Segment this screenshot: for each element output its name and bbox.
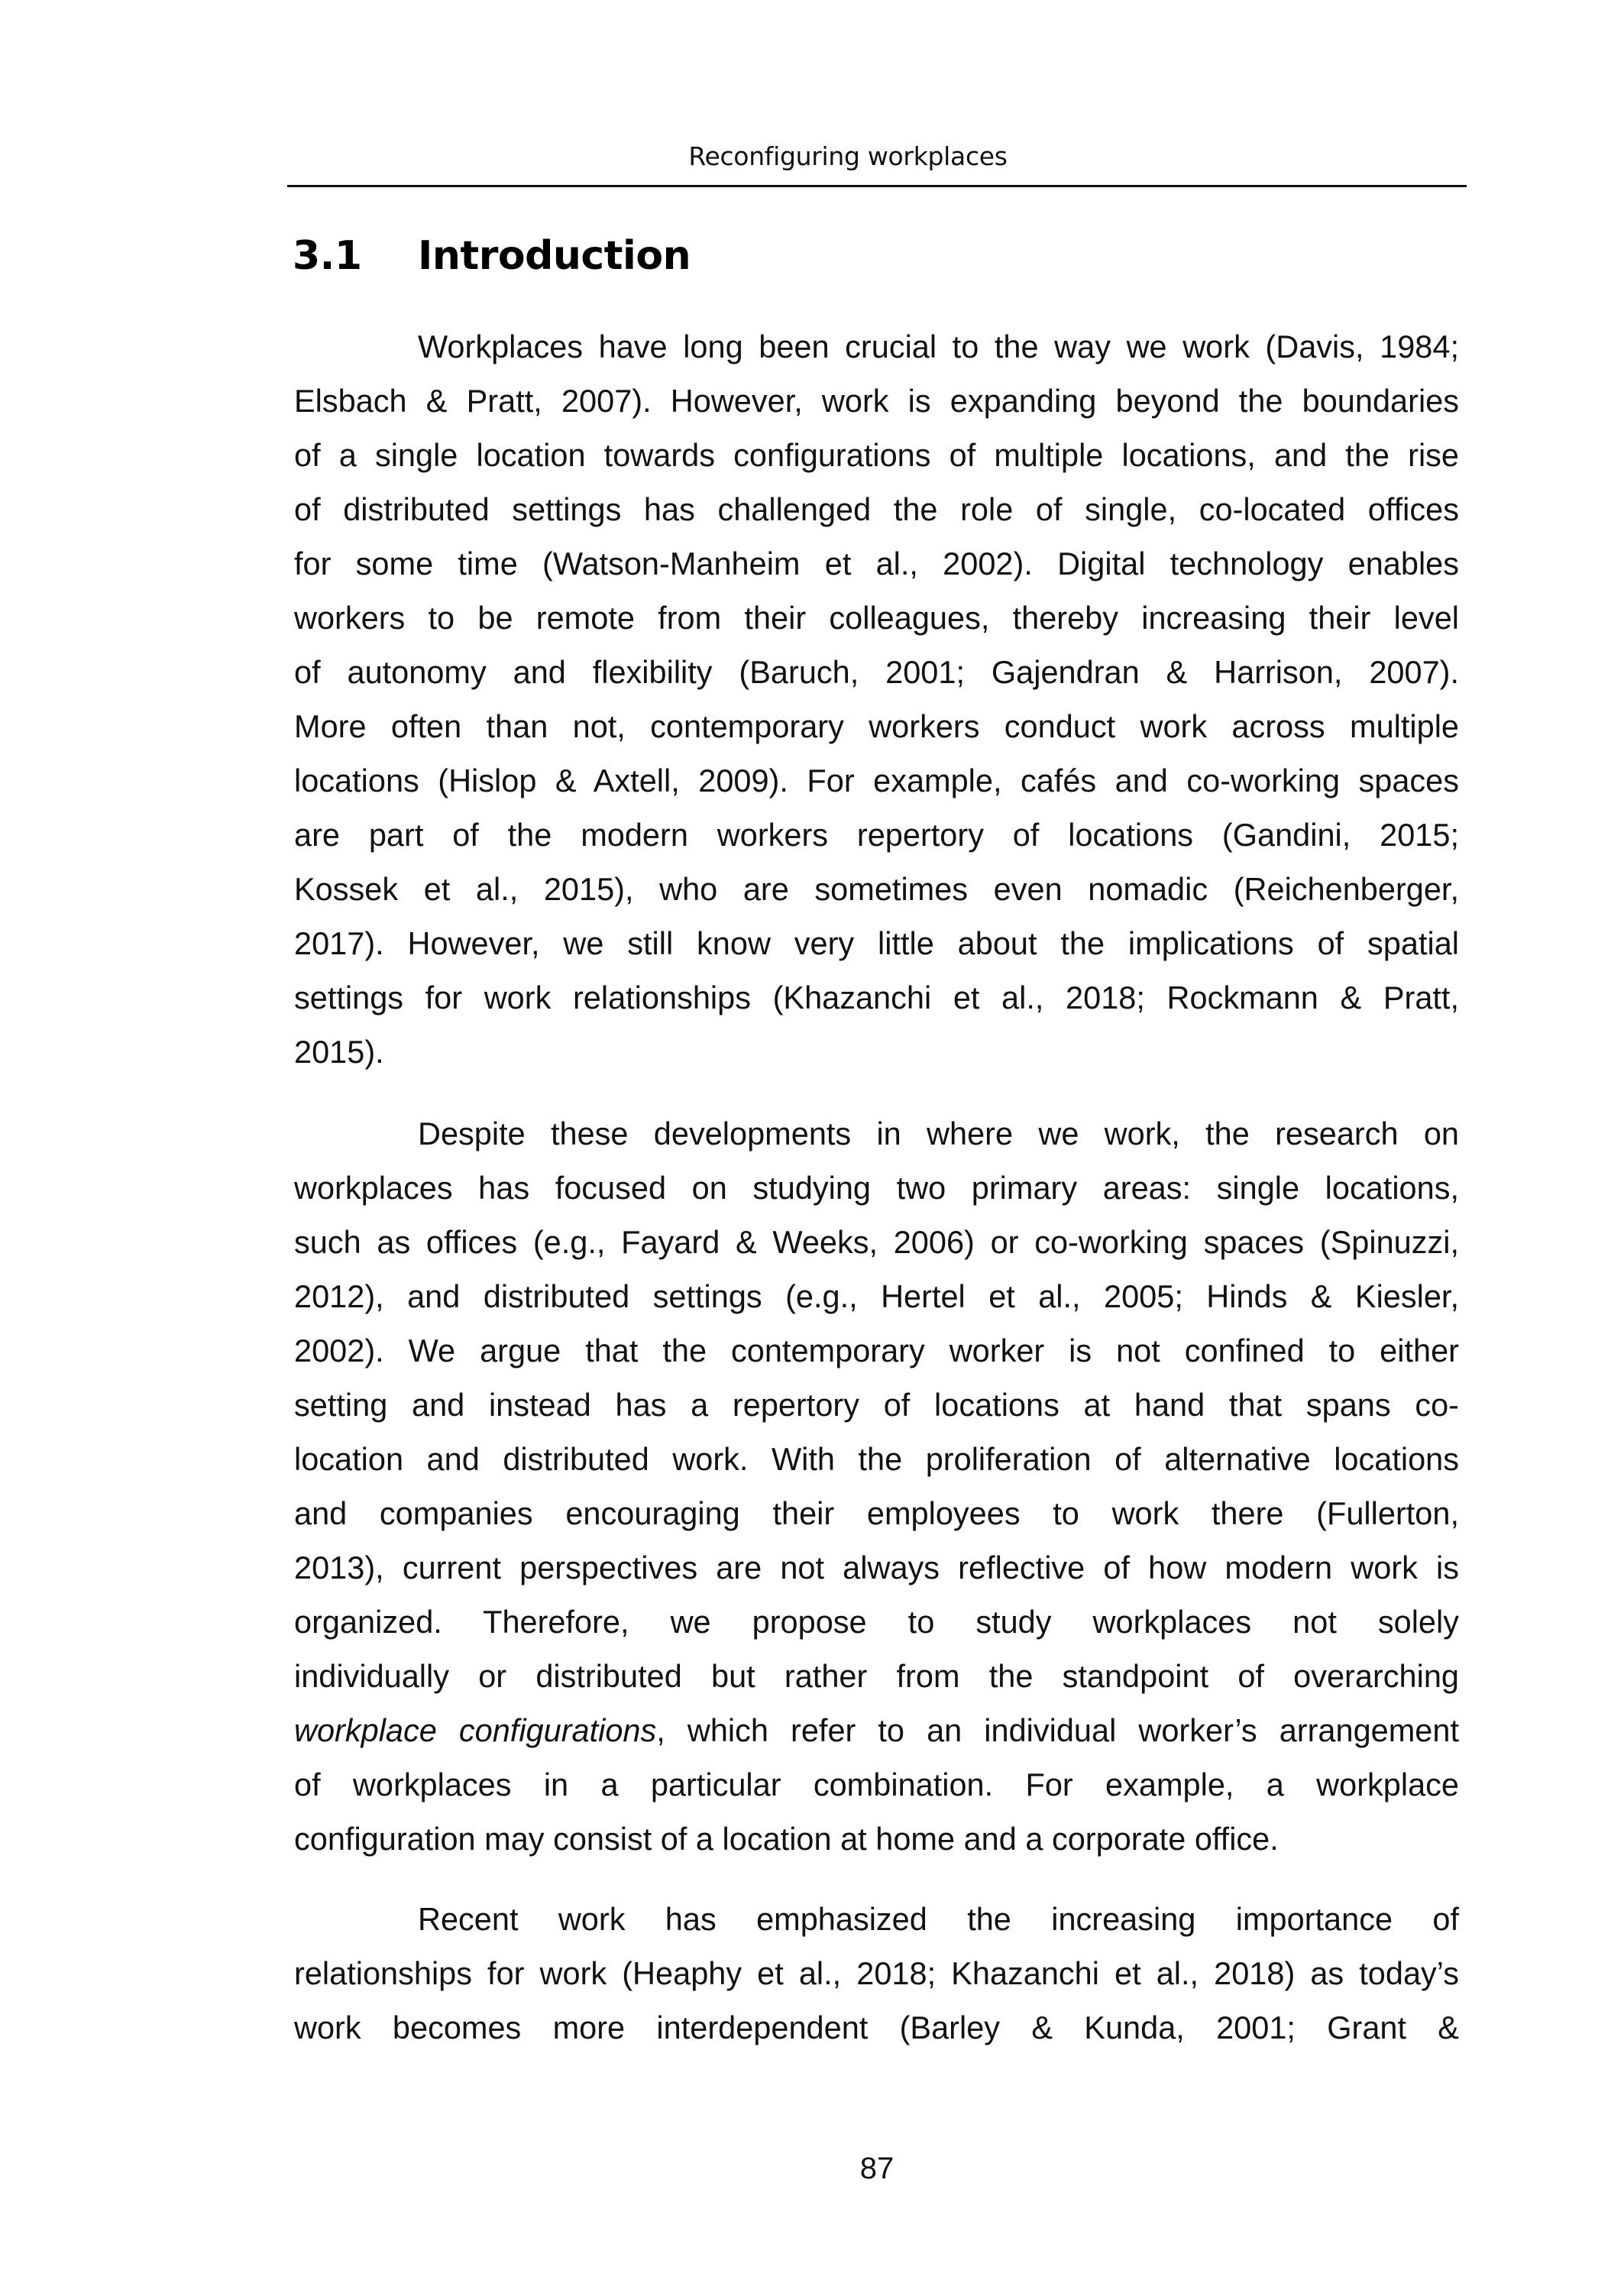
text-line: Elsbach & Pratt, 2007). However, work is expanding beyond the boundaries xyxy=(294,383,1459,419)
text-line: workplaces has focused on studying two primary areas: single locations, xyxy=(294,1170,1459,1206)
text-line: Recent work has emphasized the increasing importance of xyxy=(418,1901,1459,1937)
running-head: Reconfiguring workplaces xyxy=(688,141,1008,171)
text-line: 2013), current perspectives are not always reflective of how modern work is xyxy=(294,1550,1459,1585)
text-line: Kossek et al., 2015), who are sometimes even nomadic (Reichenberger, xyxy=(294,871,1459,907)
text-line: of workplaces in a particular combination. For example, a workplace xyxy=(294,1767,1459,1802)
paragraph-3 xyxy=(294,1892,1459,2055)
text-line: such as offices (e.g., Fayard & Weeks, 2006) or co-working spaces (Spinuzzi, xyxy=(294,1224,1459,1260)
text-line: setting and instead has a repertory of locations at hand that spans co- xyxy=(294,1387,1459,1423)
paragraph-1 xyxy=(294,319,1459,1079)
text-line: 2017). However, we still know very little about the implications of spatial xyxy=(294,925,1459,961)
paragraph-2 xyxy=(294,1106,1459,1866)
text-line: location and distributed work. With the proliferation of alternative locations xyxy=(294,1441,1459,1477)
section-heading xyxy=(293,229,691,283)
text-line: of distributed settings has challenged the role of single, co-located offices xyxy=(294,491,1459,527)
page-number: 87 xyxy=(859,2152,894,2185)
text-line: work becomes more interdependent (Barley & Kunda, 2001; Grant & xyxy=(294,2010,1459,2045)
header-rule xyxy=(287,185,1467,187)
text-line: configuration may consist of a location at home and a corporate office. xyxy=(294,1821,1279,1857)
text-line: organized. Therefore, we propose to study workplaces not solely xyxy=(294,1604,1459,1640)
text-line: workers to be remote from their colleagues, thereby increasing their level xyxy=(294,600,1459,636)
text-line: individually or distributed but rather from the standpoint of overarching xyxy=(294,1658,1459,1694)
text-line: 2002). We argue that the contemporary worker is not confined to either xyxy=(294,1333,1459,1368)
text-line: Workplaces have long been crucial to the way we work (Davis, 1984; xyxy=(418,329,1459,364)
text-line: for some time (Watson-Manheim et al., 2002). Digital technology enables xyxy=(294,546,1459,581)
text-line: and companies encouraging their employees to work there (Fullerton, xyxy=(294,1495,1459,1531)
text-line: Despite these developments in where we work, the research on xyxy=(418,1116,1459,1151)
section-number: 3.1 xyxy=(293,233,362,279)
text-line: More often than not, contemporary workers conduct work across multiple xyxy=(294,708,1459,744)
text-line: of a single location towards configurations of multiple locations, and the rise xyxy=(294,437,1459,473)
italic-term: workplace configurations xyxy=(294,1712,657,1748)
text-line: settings for work relationships (Khazanchi et al., 2018; Rockmann & Pratt, xyxy=(294,980,1459,1015)
text-line: relationships for work (Heaphy et al., 2018; Khazanchi et al., 2018) as today’s xyxy=(294,1955,1459,1991)
text-line: locations (Hislop & Axtell, 2009). For example, cafés and co-working spaces xyxy=(294,763,1459,798)
text-line: workplace configurations, which refer to an individual worker’s arrangement xyxy=(294,1712,1460,1748)
text-line: 2015). xyxy=(294,1034,384,1070)
text-line: are part of the modern workers repertory of locations (Gandini, 2015; xyxy=(294,817,1459,853)
section-title: Introduction xyxy=(418,233,691,279)
text-line: 2012), and distributed settings (e.g., Hertel et al., 2005; Hinds & Kiesler, xyxy=(294,1278,1459,1314)
text-line: of autonomy and flexibility (Baruch, 2001; Gajendran & Harrison, 2007). xyxy=(294,654,1459,690)
